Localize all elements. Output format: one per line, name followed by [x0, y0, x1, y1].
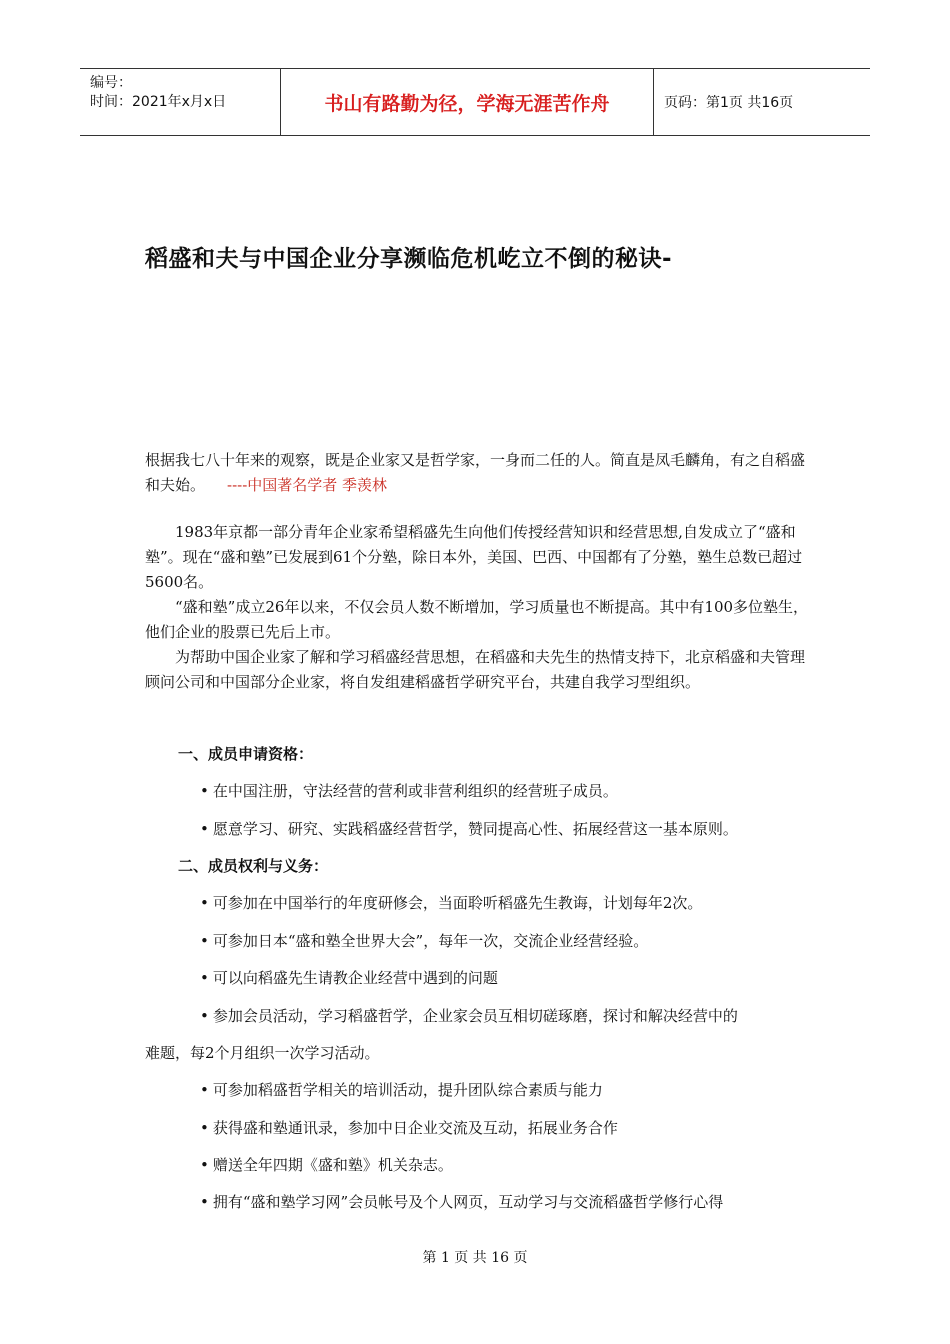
header-time-label: 时间：2021年x月x日	[90, 94, 227, 110]
list-item: • 拥有“盛和塾学习网”会员帐号及个人网页，互动学习与交流稻盛哲学修行心得	[200, 1193, 724, 1211]
page-footer	[0, 1247, 950, 1267]
header-meta-cell	[80, 69, 281, 135]
bullet-icon: •	[200, 1156, 209, 1174]
list-item: • 参加会员活动，学习稻盛哲学，企业家会员互相切磋琢磨，探讨和解决经营中的	[200, 1007, 738, 1025]
bullet-icon: •	[200, 969, 209, 987]
header-number-label: 编号：	[90, 75, 132, 91]
bullet-icon: •	[200, 1007, 209, 1025]
list-item: • 可参加稻盛哲学相关的培训活动，提升团队综合素质与能力	[200, 1081, 603, 1099]
quote-block	[145, 448, 810, 498]
bullet-icon: •	[200, 820, 209, 838]
list-item: • 可参加日本“盛和塾全世界大会”，每年一次，交流企业经营经验。	[200, 932, 649, 950]
bullet-icon: •	[200, 1119, 209, 1137]
document-header	[80, 68, 870, 136]
list-item: • 在中国注册，守法经营的营利或非营利组织的经营班子成员。	[200, 782, 618, 800]
header-page-label: 页码：第1页 共16页	[664, 95, 794, 111]
paragraph-3: 为帮助中国企业家了解和学习稻盛经营思想，在稻盛和夫先生的热情支持下，北京稻盛和夫管理顾问公司和中国部分企业家，将自发组建稻盛哲学研究平台，共建自我学习型组织。	[145, 648, 806, 691]
bullet-icon: •	[200, 1193, 209, 1211]
list-item-continuation: 难题，每2个月组织一次学习活动。	[145, 1044, 380, 1062]
list-item: • 可参加在中国举行的年度研修会，当面聆听稻盛先生教诲，计划每年2次。	[200, 894, 703, 912]
list-item: • 可以向稻盛先生请教企业经营中遇到的问题	[200, 969, 498, 987]
footer-page-number: 第 1 页 共 16 页	[422, 1250, 528, 1266]
quote-author: ----中国著名学者 季羡林	[227, 476, 388, 494]
header-motto: 书山有路勤为径，学海无涯苦作舟	[281, 69, 654, 135]
quote-text: 根据我七八十年来的观察，既是企业家又是哲学家，一身而二任的人。简直是凤毛麟角，有之自稻盛和夫始。	[145, 451, 806, 494]
list-item: • 获得盛和塾通讯录，参加中日企业交流及互动，拓展业务合作	[200, 1119, 618, 1137]
section-heading-eligibility: 一、成员申请资格：	[178, 745, 314, 763]
bullet-icon: •	[200, 1081, 209, 1099]
section-heading-rights: 二、成员权利与义务：	[178, 857, 329, 875]
list-item: • 赠送全年四期《盛和塾》机关杂志。	[200, 1156, 453, 1174]
bullet-icon: •	[200, 932, 209, 950]
paragraph-2: “盛和塾”成立26年以来，不仅会员人数不断增加，学习质量也不断提高。其中有100多位塾生，他们企业的股票已先后上市。	[145, 598, 809, 641]
paragraph-1: 1983年京都一部分青年企业家希望稻盛先生向他们传授经营知识和经营思想,自发成立了“盛和塾”。现在“盛和塾”已发展到61个分塾，除日本外，美国、巴西、中国都有了分塾，塾生总数已超过5600名。	[145, 523, 803, 591]
list-item: • 愿意学习、研究、实践稻盛经营哲学，赞同提高心性、拓展经营这一基本原则。	[200, 820, 738, 838]
bullet-icon: •	[200, 782, 209, 800]
document-title: 稻盛和夫与中国企业分享濒临危机屹立不倒的秘诀-	[145, 246, 673, 272]
bullet-icon: •	[200, 894, 209, 912]
